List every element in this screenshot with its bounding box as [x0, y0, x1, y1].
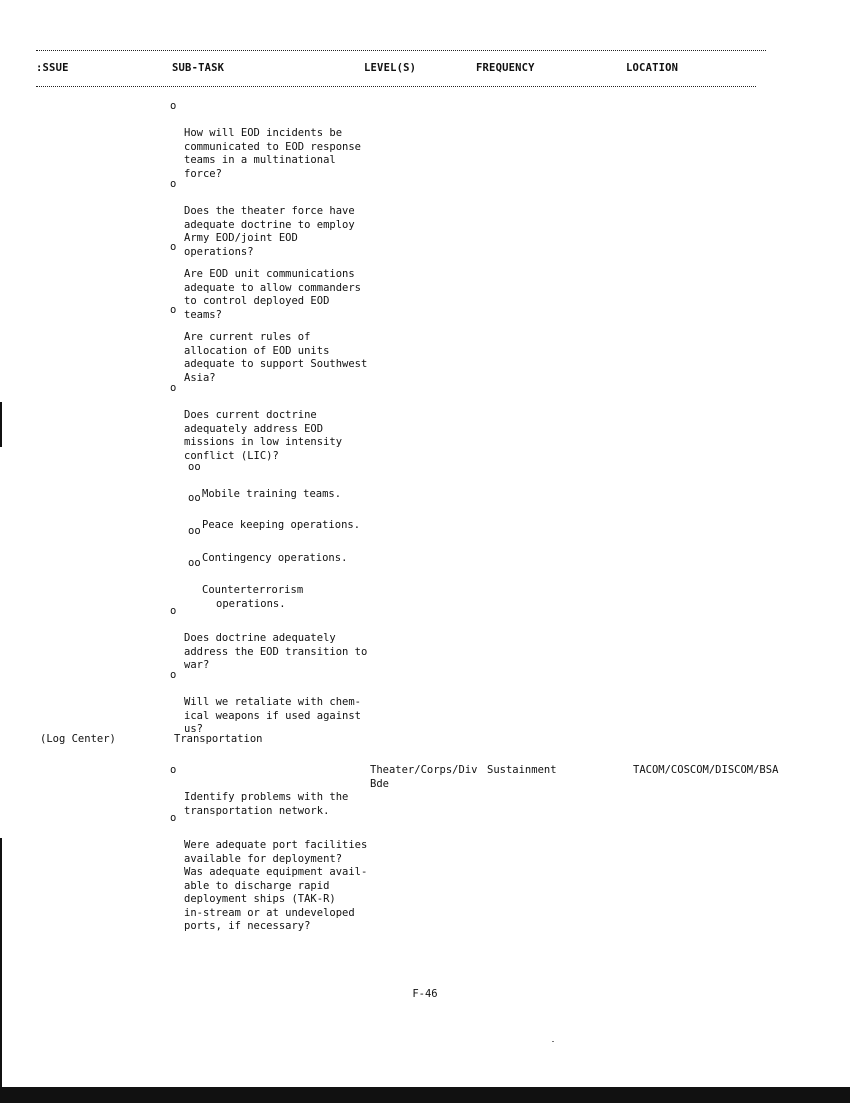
question-text: Does current doctrine adequately address EOD missions in low intensity conflict (LIC)? [184, 409, 343, 462]
bullet: o [170, 764, 177, 776]
bullet: o [170, 241, 177, 253]
question-text: Are current rules of allocation of EOD units adequate to support Southwest Asia? [184, 331, 368, 384]
question-port-facilities [170, 812, 370, 947]
issue-log-center: (Log Center) [40, 733, 116, 745]
levels-transportation: Theater/Corps/Div Bde [370, 764, 478, 790]
bullet: oo [188, 492, 201, 504]
question-text: Identify problems with the transportation network. [184, 791, 349, 817]
bullet: o [170, 304, 177, 316]
subitem-text: Peace keeping operations. [202, 519, 361, 531]
question-text: Are EOD unit communications adequate to allow commanders to control deployed EOD teams? [184, 268, 362, 321]
bullet: o [170, 812, 177, 824]
header-issue: :SSUE [36, 62, 69, 74]
question-text: Does doctrine adequately address the EOD transition to war? [184, 632, 368, 671]
header-frequency: FREQUENCY [476, 62, 535, 74]
bullet: oo [188, 525, 201, 537]
bullet: o [170, 100, 177, 112]
page-number: F-46 [412, 988, 438, 1000]
subitem-text: Contingency operations. [202, 552, 348, 564]
bullet: o [170, 382, 177, 394]
location-transportation: TACOM/COSCOM/DISCOM/BSA [633, 764, 779, 776]
frequency-transportation: Sustainment [487, 764, 557, 776]
scan-edge-left-lower [0, 838, 2, 1088]
subitem-text: Counterterrorism operations. [202, 584, 304, 610]
question-text: How will EOD incidents be communicated to EOD response teams in a multinational force? [184, 127, 362, 180]
question-text: Were adequate port facilities available for deployment? Was adequate equipment avail- able to discharge rapid deployment ships (TAK-R) in-stream or at undeveloped ports, if necessary? [184, 839, 368, 932]
question-text: Will we retaliate with chem- ical weapons if used against us? [184, 696, 362, 735]
bullet: o [170, 178, 177, 190]
subitem-text: Mobile training teams. [202, 488, 342, 500]
header-location: LOCATION [626, 62, 679, 74]
bullet: o [170, 605, 177, 617]
scan-edge-left-upper [0, 402, 2, 447]
header-levels: LEVEL(S) [364, 62, 417, 74]
subtask-transportation: Transportation [174, 733, 263, 745]
header-subtask: SUB-TASK [172, 62, 225, 74]
header-rule-bottom [36, 86, 756, 87]
bullet: oo [188, 461, 201, 473]
bullet: oo [188, 557, 201, 569]
scan-bottom-bar [0, 1087, 850, 1103]
scan-speck [552, 1041, 554, 1042]
header-rule-top [36, 50, 766, 51]
bullet: o [170, 669, 177, 681]
question-text: Does the theater force have adequate doctrine to employ Army EOD/joint EOD operations? [184, 205, 355, 258]
